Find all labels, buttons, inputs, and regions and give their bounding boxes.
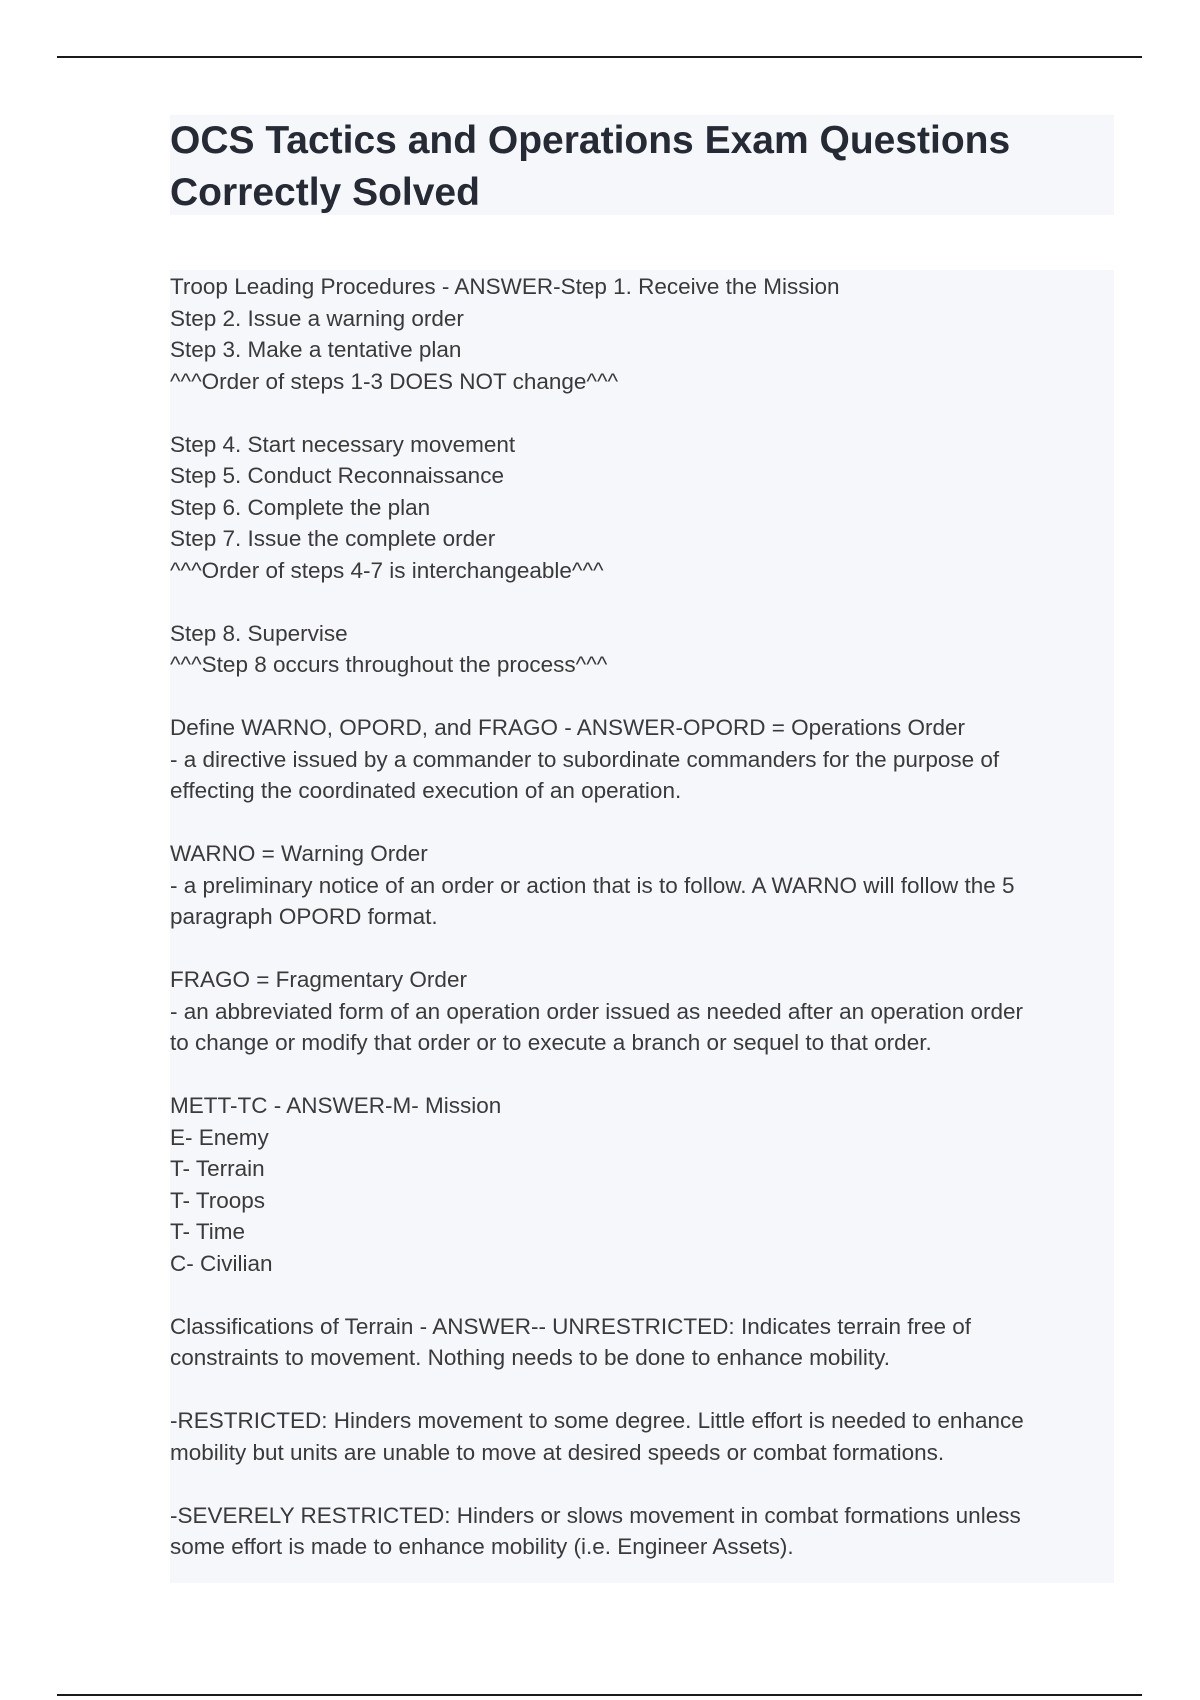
qa-answer-line: Step 2. Issue a warning order [170, 305, 464, 331]
qa-answer-line: some effort is made to enhance mobility (i.e. Engineer Assets). [170, 1534, 794, 1559]
qa-answer-line: Step 8. Supervise [170, 620, 348, 646]
qa-answer-line: ^^^Order of steps 4-7 is interchangeable^^^ [170, 557, 604, 583]
qa-answer-line: Step 5. Conduct Reconnaissance [170, 463, 504, 488]
title-block [170, 115, 1114, 215]
qa-answer-line: -SEVERELY RESTRICTED: Hinders or slows movement in combat formations unless [170, 1502, 1021, 1528]
qa-answer-line: mobility but units are unable to move at desired speeds or combat formations. [170, 1439, 945, 1465]
footer-rule [57, 1694, 1142, 1696]
document-title [170, 115, 1114, 219]
qa-answer-line: effecting the coordinated execution of an operation. [170, 778, 682, 803]
qa-question-line: Classifications of Terrain - ANSWER-- UNRESTRICTED: Indicates terrain free of [170, 1313, 972, 1339]
qa-answer-line: - a preliminary notice of an order or action that is to follow. A WARNO will follow the 5 [170, 872, 1015, 898]
paragraph-spacer [170, 933, 1114, 965]
qa-answer-line: - an abbreviated form of an operation order issued as needed after an operation order [170, 998, 1024, 1024]
qa-answer-line: constraints to movement. Nothing needs to be done to enhance mobility. [170, 1345, 891, 1370]
header-rule [57, 56, 1142, 58]
qa-answer-line: WARNO = Warning Order [170, 841, 428, 866]
qa-answer-line: Step 6. Complete the plan [170, 494, 431, 520]
document-title-line-2: Correctly Solved [170, 171, 480, 214]
qa-list [170, 270, 1114, 1563]
qa-answer-line: Step 4. Start necessary movement [170, 431, 516, 457]
qa-answer-line: C- Civilian [170, 1250, 273, 1276]
qa-answer-line: paragraph OPORD format. [170, 904, 438, 929]
paragraph-spacer [170, 1374, 1114, 1406]
paragraph-spacer [170, 586, 1114, 618]
qa-item [170, 712, 1114, 1059]
qa-answer-line: ^^^Order of steps 1-3 DOES NOT change^^^ [170, 368, 619, 394]
qa-answer-line: T- Time [170, 1219, 246, 1244]
paragraph-spacer [170, 1468, 1114, 1500]
paragraph-spacer [170, 397, 1114, 429]
qa-item [170, 1311, 1114, 1563]
qa-item [170, 271, 1114, 681]
qa-answer-line: ^^^Step 8 occurs throughout the process^^^ [170, 652, 608, 677]
qa-answer-line: - a directive issued by a commander to subordinate commanders for the purpose of [170, 746, 1000, 772]
document-title-line-1: OCS Tactics and Operations Exam Questions [170, 119, 1011, 162]
qa-answer-line: T- Troops [170, 1187, 266, 1213]
qa-answer-line: to change or modify that order or to execute a branch or sequel to that order. [170, 1030, 932, 1055]
qa-answer-line: T- Terrain [170, 1156, 265, 1181]
qa-answer-line: Step 7. Issue the complete order [170, 526, 496, 551]
qa-question-line: METT-TC - ANSWER-M- Mission [170, 1093, 502, 1118]
qa-answer-line: Step 3. Make a tentative plan [170, 337, 462, 362]
qa-question-line: Troop Leading Procedures - ANSWER-Step 1. Receive the Mission [170, 274, 840, 299]
paragraph-spacer [170, 807, 1114, 839]
qa-question-line: Define WARNO, OPORD, and FRAGO - ANSWER-OPORD = Operations Order [170, 715, 965, 740]
qa-answer-line: E- Enemy [170, 1124, 269, 1150]
qa-answer-line: FRAGO = Fragmentary Order [170, 967, 467, 992]
qa-content [170, 270, 1114, 1583]
qa-answer-line: -RESTRICTED: Hinders movement to some degree. Little effort is needed to enhance [170, 1408, 1024, 1433]
qa-item [170, 1090, 1114, 1279]
